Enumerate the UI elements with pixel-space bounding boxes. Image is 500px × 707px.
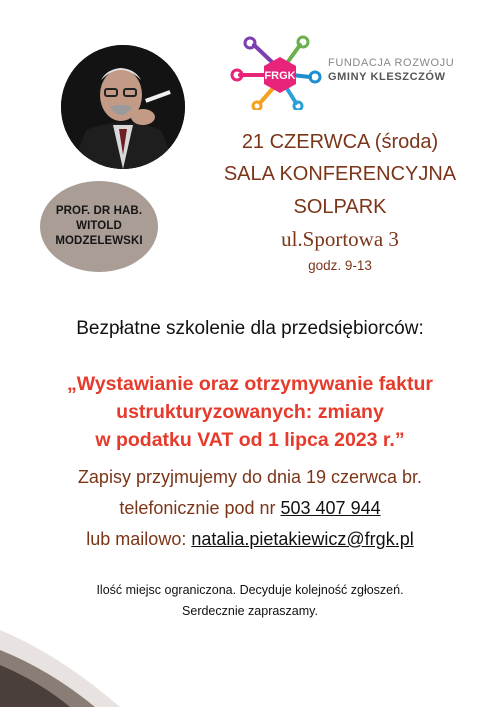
frgk-logo [230,35,330,110]
email-link[interactable]: natalia.pietakiewicz@frgk.pl [191,529,414,549]
speaker-name-badge [40,181,158,272]
event-date: 21 CZERWCA (środa) [241,131,439,153]
event-address: ul.Sportowa 3 [281,227,399,251]
event-venue-line2: SOLPARK [293,196,387,218]
logo-badge-text: FRGK [264,70,296,82]
notes-line2: Serdecznie zapraszamy. [182,604,318,618]
phone-link[interactable]: 503 407 944 [280,498,381,518]
org-name-line2: GMINY KLESZCZÓW [328,71,446,83]
event-hours: godz. 9-13 [308,258,372,273]
notes-line1: Ilość miejsc ograniczona. Decyduje kolejność zgłoszeń. [96,583,404,597]
training-title-line3: w podatku VAT od 1 lipca 2023 r.” [95,429,405,451]
training-title-line1: „Wystawianie oraz otrzymywanie faktur [67,373,433,395]
training-title [0,370,500,454]
speaker-last-name: MODZELEWSKI [55,235,143,247]
training-title-line2: ustrukturyzowanych: zmiany [116,401,384,423]
org-name-line1: FUNDACJA ROZWOJU [328,57,455,69]
speaker-first-name: WITOLD [76,220,122,232]
speaker-photo [61,45,185,169]
signup-info [0,462,500,555]
decorative-swoosh [0,610,200,707]
signup-deadline: Zapisy przyjmujemy do dnia 19 czerwca br. [77,467,423,487]
event-details [200,128,480,275]
lead-text: Bezpłatne szkolenie dla przedsiębiorców: [76,318,424,339]
signup-phone-row [0,493,500,524]
event-venue-line1: SALA KONFERENCYJNA [223,163,457,185]
phone-label: telefonicznie pod nr [119,498,281,518]
email-label: lub mailowo: [86,529,192,549]
speaker-title: PROF. DR HAB. [55,205,143,217]
signup-email-row [0,524,500,555]
organization-name [328,56,454,84]
